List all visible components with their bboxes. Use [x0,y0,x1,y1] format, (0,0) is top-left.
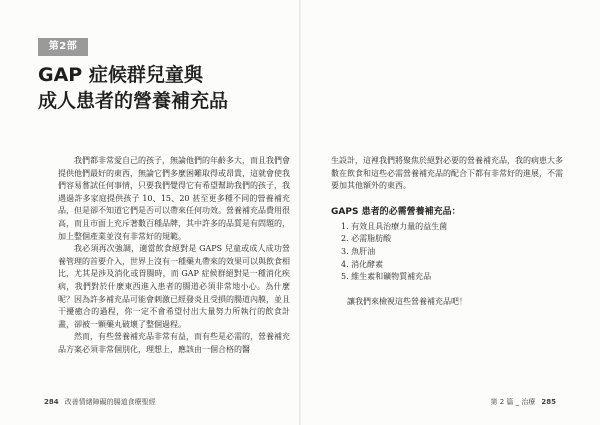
chapter-title [38,62,278,114]
list-item: 5. 維生素和礦物質補充品 [341,272,432,282]
list-item: 3. 魚肝油 [341,246,376,256]
left-page-body [58,155,290,357]
left-page-footer [38,397,156,407]
continued-paragraph: 生設計，這裡我們將聚焦於絕對必要的營養補充品，我的病患大多數在飲食和這些必需營養補充品的配合下都有非常好的進展，不需要加其他額外的東西。 [331,156,563,191]
book-gutter [299,0,301,425]
closing-paragraph: 讓我們來檢視這些營養補充品吧！ [347,296,467,306]
body-paragraph: 我必須再次強調，適當飲食絕對是 GAPS 兒童或成人成功營養管理的首要介入，世界上沒有一種藥丸帶來的效果可以與飲食相比，尤其是涉及消化或胃腸時，而 GAP 症候群絕對是一種消化疾病，我們對於什麼東西進入患者的腸道必須非常地小心。為什麼呢？因為許多補充品可能會刺激已經發炎且受損的腸道內膜，並且干擾癒合的過程，你一定不會希望付出大量努力所執行的飲食計畫，卻被一顆藥丸破壞了整個過程。 [58,244,290,329]
part-label: 第2部 [38,38,88,56]
list-item: 1. 有效且具治療力量的益生菌 [341,221,448,231]
chapter-title-line-1: GAP 症候群兒童與 [38,64,203,86]
list-item: 2. 必需脂肪酸 [341,234,392,244]
chapter-title-line-2: 成人患者的營養補充品 [38,90,229,112]
right-page-footer [491,397,562,407]
page-number-left: 284 [44,398,59,406]
supplement-list [341,221,563,284]
right-page-body [331,155,563,308]
section-heading: GAPS 患者的必需營養補充品： [331,206,461,217]
body-paragraph: 我們都非常愛自己的孩子，無論他們的年齡多大，而且我們會提供他們最好的東西，無論它們多麼困難取得或昂貴，這就會使我們容易嘗試任何事情，只要我們覺得它有希望幫助我們的孩子，我遇過許多家庭提供孩子 10、15、20 甚至更多種不同的營養補充品，但是卻不知道它們是否可以帶來任何功效。營養補充品費用很高，而且市面上充斥著數百種品牌，其中許多的品質是有問題的，加上整個產業並沒有非常好的規範。 [58,156,290,241]
list-item: 4. 消化酵素 [341,259,384,269]
running-head-left: 改善情緒障礙的腸道食療聖經 [64,398,156,406]
running-head-right: 第 2 篇 _ 治療 [490,398,536,406]
body-paragraph: 然而，有些營養補充品非常有益，而有些是必需的，營養補充品方案必須非常個別化，理想上，應該由一個合格的醫 [58,332,290,354]
page-number-right: 285 [541,398,556,406]
